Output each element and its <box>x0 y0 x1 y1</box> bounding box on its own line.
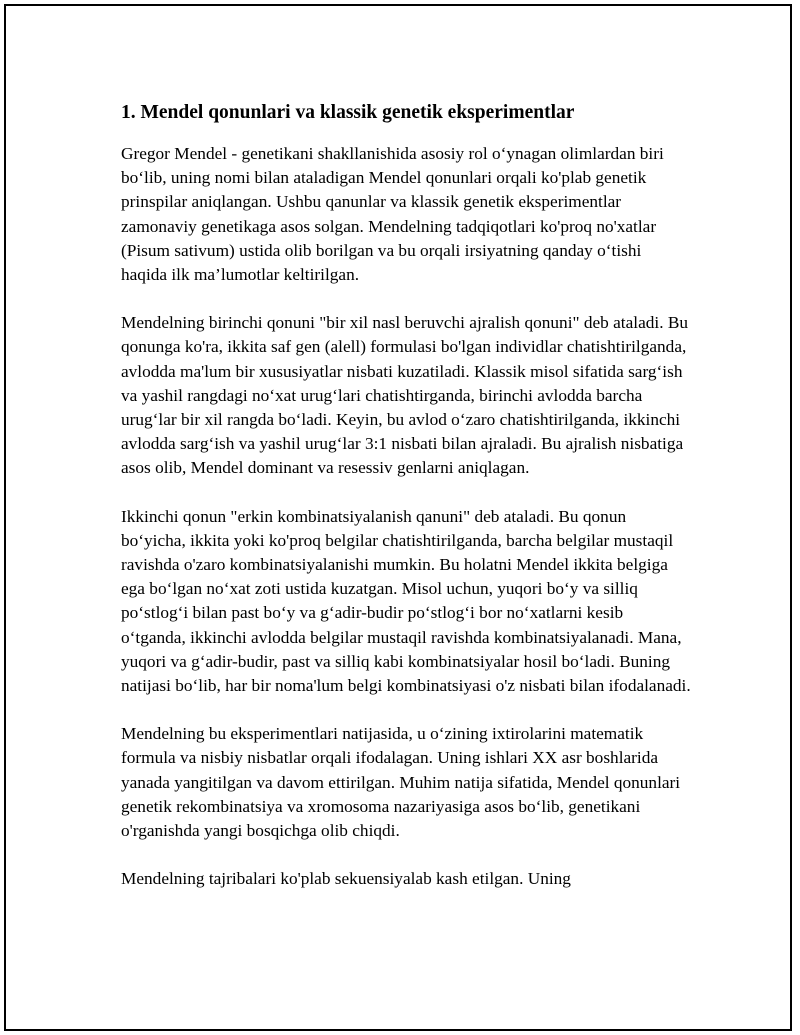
section-heading: 1. Mendel qonunlari va klassik genetik eksperimentlar <box>121 102 575 123</box>
paragraph-continuation: Mendelning tajribalari ko'plab sekuensiyalab kash etilgan. Uning <box>121 869 571 889</box>
paragraph-second-law: Ikkinchi qonun "erkin kombinatsiyalanish qanuni" deb ataladi. Bu qonun bo‘yicha, ikkita yoki ko'proq belgilar chatishtirilganda, barcha belgilar mustaqil ravishda o'zaro kombinatsiyalanishi mumkin. Bu holatni Mendel ikkita belgiga ega bo‘lgan no‘xat zoti ustida kuzatgan. Misol uchun, yuqori bo‘y va silliq po‘stlog‘i bilan past bo‘y va g‘adir-budir po‘stlog‘i bor no‘xatlarni kesib o‘tganda, ikkinchi avlodda belgilar mustaqil ravishda kombinatsiyalanadi. Mana, yuqori va g‘adir-budir, past va silliq kabi kombinatsiyalar hosil bo‘ladi. Buning natijasi bo‘lib, har bir noma'lum belgi kombinatsiyasi o'z nisbati bilan ifodalanadi. <box>121 506 691 696</box>
document-body <box>121 99 691 915</box>
paragraph-intro: Gregor Mendel - genetikani shakllanishida asosiy rol o‘ynagan olimlardan biri bo‘lib, uning nomi bilan ataladigan Mendel qonunlari orqali ko'plab genetik prinspilar aniqlangan. Ushbu qanunlar va klassik genetik eksperimentlar zamonaviy genetikaga asos solgan. Mendelning tadqiqotlari ko'proq no'xatlar (Pisum sativum) ustida olib borilgan va bu orqali irsiyatning qanday o‘tishi haqida ilk ma’lumotlar keltirilgan. <box>121 144 664 285</box>
paragraph-results: Mendelning bu eksperimentlari natijasida, u o‘zining ixtirolarini matematik formula va nisbiy nisbatlar orqali ifodalagan. Uning ishlari XX asr boshlarida yanada yangitilgan va davom ettirilgan. Muhim natija sifatida, Mendel qonunlari genetik rekombinatsiya va xromosoma nazariyasiga asos bo‘lib, genetikani o'rganishda yangi bosqichga olib chiqdi. <box>121 724 681 841</box>
paragraph-first-law: Mendelning birinchi qonuni "bir xil nasl beruvchi ajralish qonuni" deb ataladi. Bu qonunga ko'ra, ikkita saf gen (alell) formulasi bo'lgan individlar chatishtirilganda, avlodda ma'lum bir xususiyatlar nisbati kuzatiladi. Klassik misol sifatida sarg‘ish va yashil rangdagi no‘xat urug‘lari chatishtirganda, birinchi avlodda barcha urug‘lar bir xil rangda bo‘ladi. Keyin, bu avlod o‘zaro chatishtirilganda, ikkinchi avlodda sarg‘ish va yashil urug‘lar 3:1 nisbati bilan ajraladi. Bu ajralish nisbatiga asos olib, Mendel dominant va resessiv genlarni aniqlagan. <box>121 313 688 478</box>
page-frame <box>4 4 792 1031</box>
